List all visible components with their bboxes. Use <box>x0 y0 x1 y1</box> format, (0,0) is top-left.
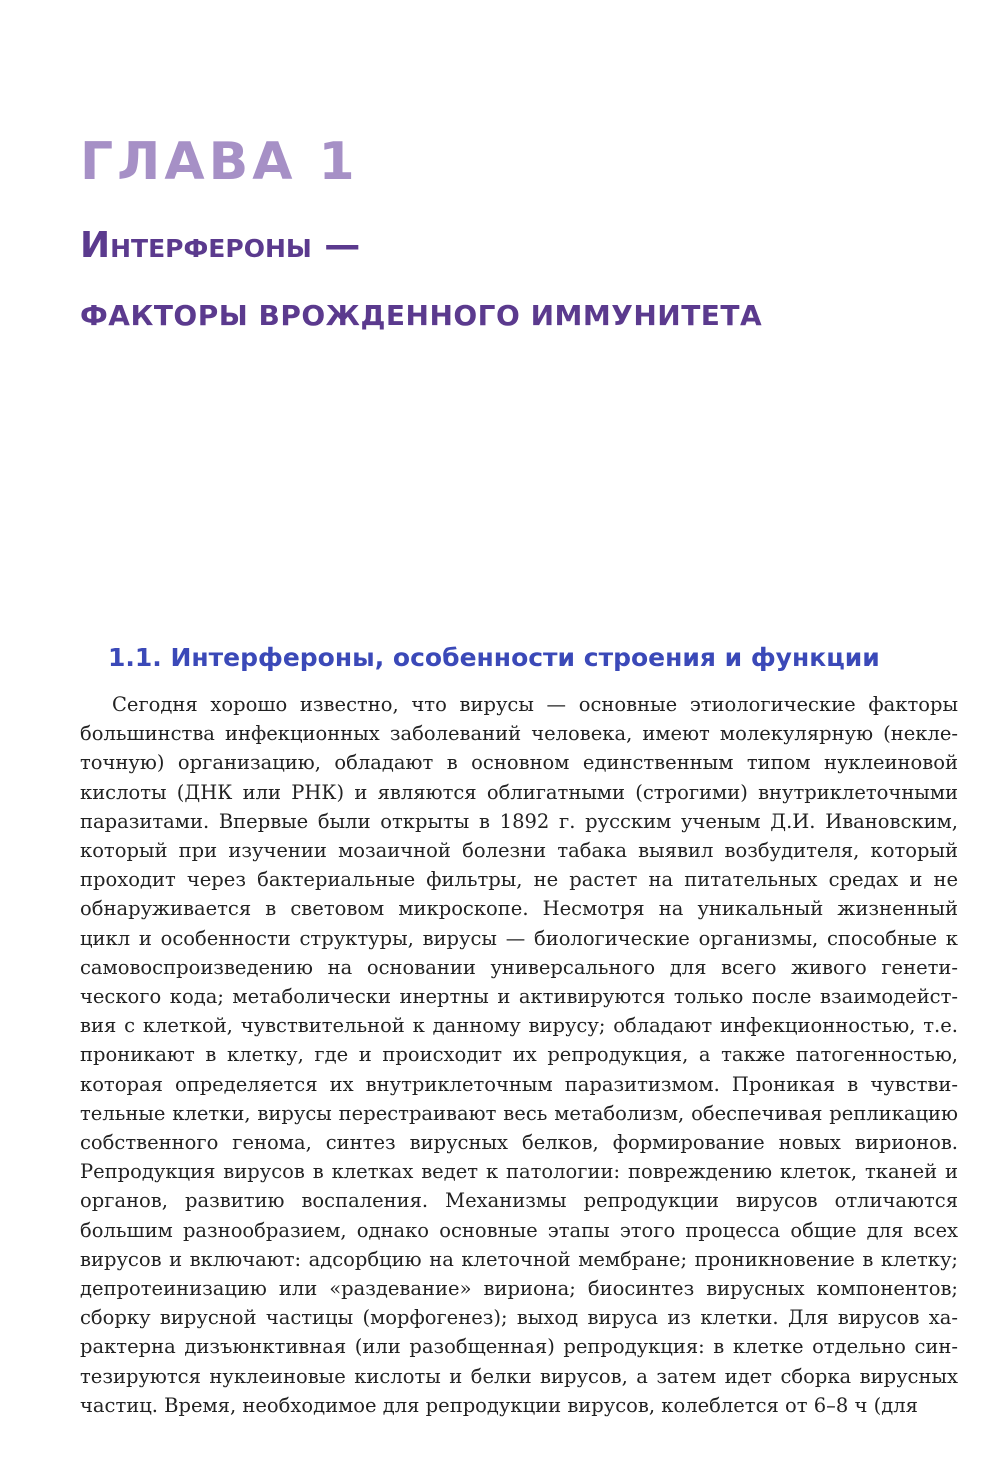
chapter-title-line1: Интерфероны — <box>80 225 361 266</box>
body-paragraph: Сегодня хорошо известно, что вирусы — основные этиологические факторы большинства инфекционных заболеваний человека, имеют молекулярную (неклеточную) организацию, обладают в основном единственным типом нуклеиновой кислоты (ДНК или РНК) и являются облигатными (строгими) внутриклеточными паразитами. Впервые были открыты в 1892 г. русским ученым Д.И. Ивановским, который при изучении мозаичной болезни табака выявил возбудителя, который проходит через бактериальные фильтры, не растет на питательных средах и не обнаруживается в световом микроскопе. Несмотря на уникальный жизненный цикл и особенности структуры, вирусы — биологические организмы, способные к самовоспроизведению на основании универсального для всего живого генетического кода; метаболически инертны и активируются только после взаимодействия с клеткой, чувствительной к данному вирусу; обладают инфекционностью, т.е. проникают в клетку, где и происходит их репродукция, а также патогенностью, которая определяется их внутриклеточным паразитизмом. Проникая в чувствительные клетки, вирусы перестраивают весь метаболизм, обеспечивая репликацию собственного генома, синтез вирусных белков, формирование новых вирионов. Репродукция вирусов в клетках ведет к патологии: повреждению клеток, тканей и органов, развитию воспаления. Механизмы репродукции вирусов отличаются большим разнообразием, однако основные этапы этого процесса общие для всех вирусов и включают: адсорбцию на клеточной мембране; проникновение в клетку; депротеинизацию или «раздевание» вириона; биосинтез вирусных компонентов; сборку вирусной частицы (морфогенез); выход вируса из клетки. Для вирусов характерна дизъюнктивная (или разобщенная) репродукция: в клетке отдельно синтезируются нуклеиновые кислоты и белки вирусов, а затем идет сборка вирусных частиц. Время, необходимое для репродукции вирусов, колеблется от 6–8 ч (для <box>80 693 958 1417</box>
chapter-title <box>80 220 762 342</box>
chapter-label: ГЛАВА 1 <box>80 132 359 192</box>
chapter-title-line2: ФАКТОРЫ ВРОЖДЕННОГО ИММУНИТЕТА <box>80 299 763 332</box>
section-heading: 1.1. Интерфероны, особенности строения и функции <box>108 643 880 672</box>
